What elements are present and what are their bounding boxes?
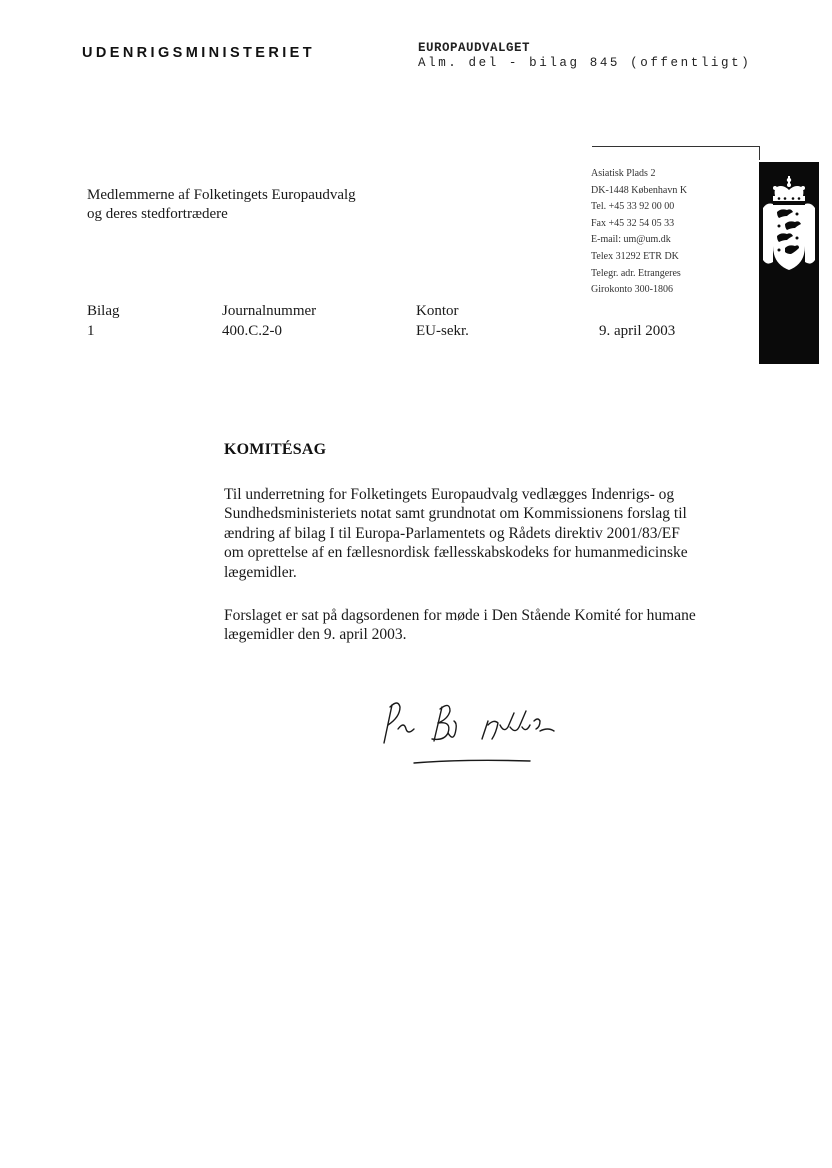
subject-heading: KOMITÉSAG (224, 441, 327, 458)
bilag-label: Bilag (87, 303, 120, 319)
address-line: Asiatisk Plads 2 (591, 168, 656, 179)
recipient-line: Medlemmerne af Folketingets Europaudvalg (87, 187, 356, 203)
body-line: lægemidler. (224, 563, 297, 581)
bilag-value: 1 (87, 323, 95, 339)
letter-date: 9. april 2003 (599, 323, 676, 339)
address-divider (592, 146, 760, 147)
address-line: Telex 31292 ETR DK (591, 250, 679, 262)
address-line: E-mail: um@um.dk (591, 234, 671, 246)
committee-stamp-title: EUROPAUDVALGET (418, 41, 531, 55)
recipient-line: og deres stedfortrædere (87, 206, 228, 222)
ministry-name: UDENRIGSMINISTERIET (82, 45, 315, 61)
royal-coat-of-arms-icon (759, 174, 819, 284)
address-line: Tel. +45 33 92 00 00 (591, 201, 675, 213)
body-line: Sundhedsministeriets notat samt grundnotat om Kommissionens forslag til (224, 505, 687, 523)
crest-bar (759, 162, 819, 364)
committee-stamp-reference: Alm. del - bilag 845 (offentligt) (418, 56, 752, 70)
address-divider-tick (759, 146, 760, 160)
body-paragraph-1 (224, 485, 764, 582)
address-line: Fax +45 32 54 05 33 (591, 217, 675, 229)
office-label: Kontor (416, 303, 459, 319)
address-line: Telegr. adr. Etrangeres (591, 267, 681, 279)
body-line: Til underretning for Folketingets Europaudvalg vedlægges Indenrigs- og (224, 486, 675, 503)
body-line: om oprettelse af en fællesnordisk fællesskabskodeks for humanmedicinske (224, 544, 688, 562)
office-value: EU-sekr. (416, 323, 469, 339)
sender-address (591, 166, 687, 299)
address-line: DK-1448 København K (591, 184, 688, 196)
handwritten-signature (364, 685, 574, 775)
body-paragraph-2 (224, 606, 764, 645)
body-line: lægemidler den 9. april 2003. (224, 626, 407, 644)
committee-stamp (418, 41, 751, 71)
body-line: Forslaget er sat på dagsordenen for møde i Den Stående Komité for humane (224, 607, 696, 624)
journal-number-value: 400.C.2-0 (222, 323, 282, 339)
address-line: Girokonto 300-1806 (591, 284, 673, 296)
body-line: ændring af bilag I til Europa-Parlamentets og Rådets direktiv 2001/83/EF (224, 524, 680, 542)
journal-number-label: Journalnummer (222, 303, 317, 319)
recipient-block (87, 186, 356, 224)
